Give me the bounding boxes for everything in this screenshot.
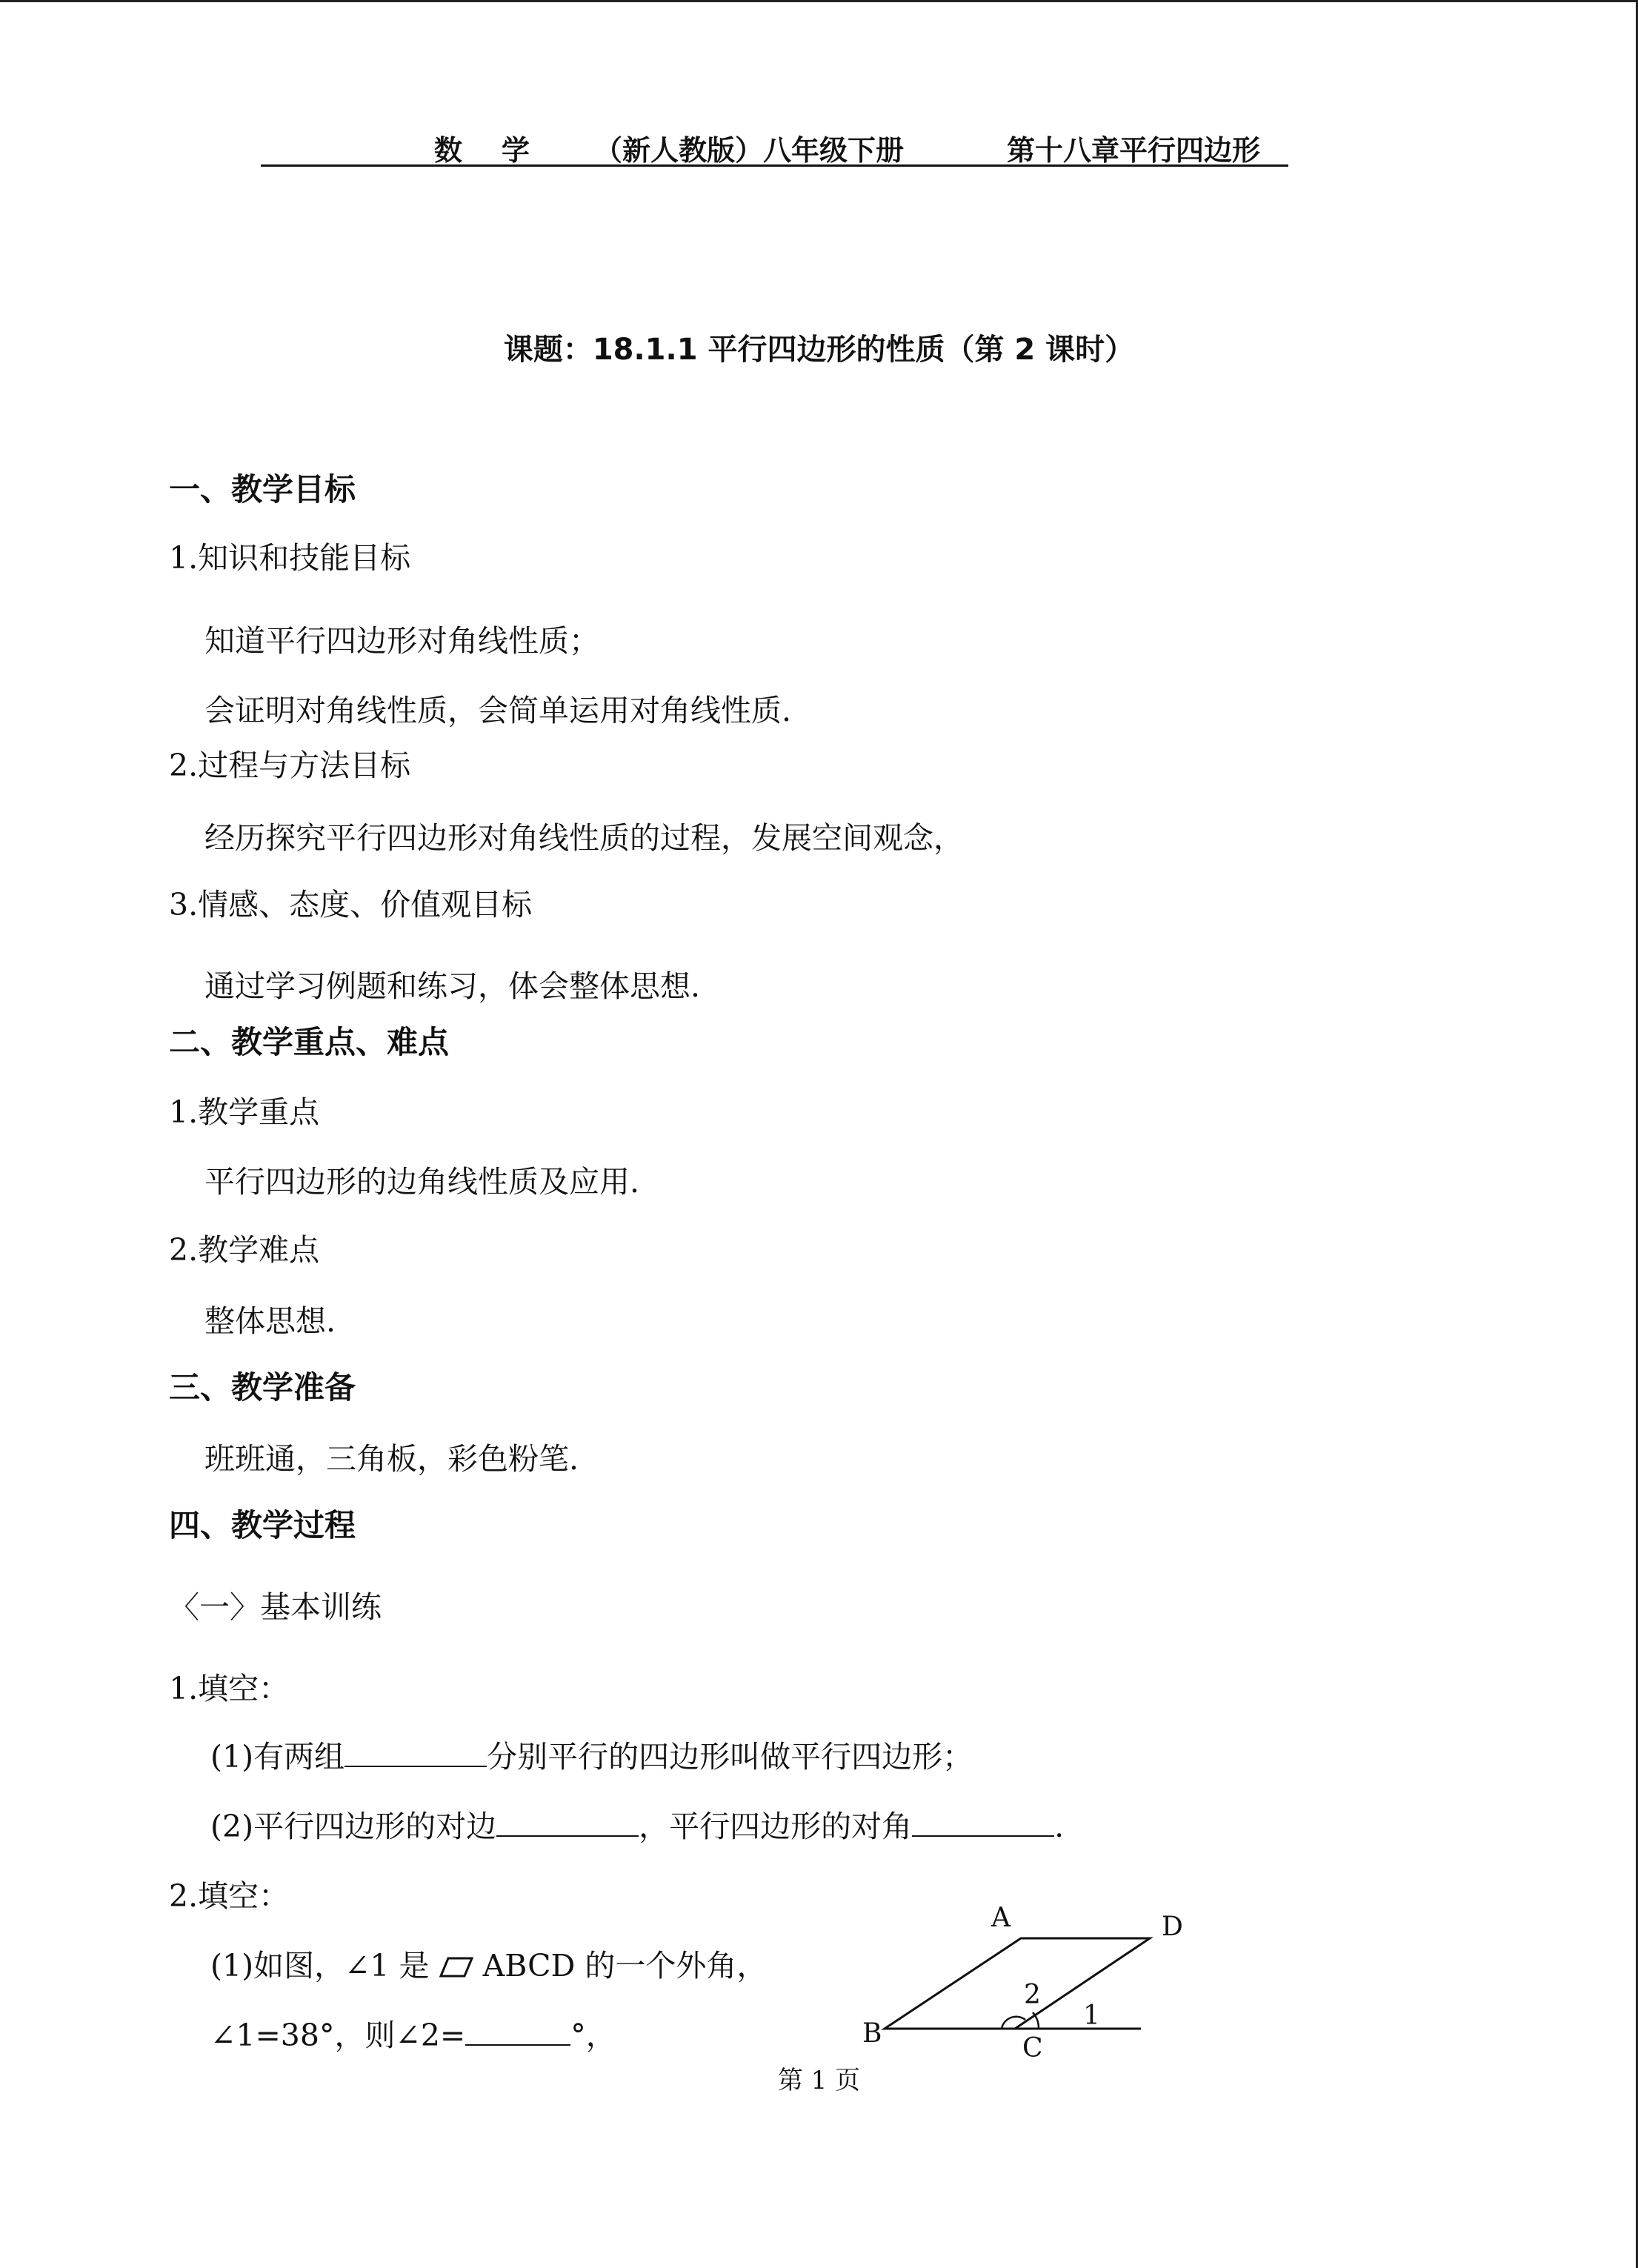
q2-1-text-a: (1)如图，∠1 是 [210, 1948, 430, 1983]
page-footer: 第 1 页 [777, 2066, 861, 2095]
section1-item2-line1: 经历探究平行四边形对角线性质的过程，发展空间观念， [204, 820, 964, 856]
section2-heading: 二、教学重点、难点 [169, 1024, 450, 1060]
q1-2-text-c: . [1054, 1809, 1065, 1844]
section1-item1: 1.知识和技能目标 [169, 540, 411, 576]
label-1: 1 [1083, 2001, 1100, 2031]
lesson-title: 课题：18.1.1 平行四边形的性质（第 2 课时） [503, 333, 1135, 367]
section3-heading: 三、教学准备 [169, 1369, 356, 1406]
q2-1-text-b: ABCD 的一个外角， [482, 1948, 768, 1983]
section2-item1: 1.教学重点 [169, 1094, 320, 1130]
section1-item1-line1: 知道平行四边形对角线性质； [204, 623, 599, 659]
q1-1-text-b: 分别平行的四边形叫做平行四边形； [487, 1739, 973, 1775]
q2-1-text-c: ∠1=38°，则∠2= [210, 2018, 466, 2053]
section1-item1-line2: 会证明对角线性质，会简单运用对角线性质. [204, 693, 792, 728]
question2-label: 2.填空： [169, 1878, 290, 1914]
section2-item1-line1: 平行四边形的边角线性质及应用. [204, 1164, 640, 1200]
label-c: C [1022, 2033, 1043, 2060]
running-header [261, 127, 1288, 167]
header-subject: 数 学 [434, 134, 530, 167]
parallelogram-abcd [885, 1938, 1150, 2029]
q1-2-text-a: (2)平行四边形的对边 [210, 1809, 497, 1844]
angle-1-arc [1033, 2012, 1039, 2029]
section2-item2: 2.教学难点 [169, 1232, 320, 1268]
section4-sub1: 〈一〉基本训练 [169, 1589, 382, 1625]
question1-part2 [210, 1802, 1064, 1846]
section1-item3: 3.情感、态度、价值观目标 [169, 887, 533, 922]
page-border-top [0, 0, 1638, 2]
header-chapter: 第十八章平行四边形 [1007, 134, 1261, 167]
section1-item3-line1: 通过学习例题和练习，体会整体思想. [204, 968, 701, 1004]
parallelogram-figure [845, 1897, 1230, 2060]
header-edition: （新人教版）八年级下册 [594, 134, 905, 167]
question1-label: 1.填空： [169, 1671, 290, 1706]
label-a: A [991, 1903, 1011, 1933]
angle-2-arc [1002, 2017, 1025, 2029]
q1-1-text-a: (1)有两组 [210, 1739, 345, 1775]
q1-2-text-b: ，平行四边形的对角 [639, 1809, 913, 1844]
q1-1-blank[interactable] [344, 1737, 487, 1767]
question2-part1-line2 [210, 2011, 616, 2055]
label-d: D [1162, 1912, 1183, 1942]
section4-heading: 四、教学过程 [169, 1507, 356, 1543]
q1-2-blank-1[interactable] [496, 1807, 639, 1837]
question2-part1 [210, 1941, 767, 1985]
q1-2-blank-2[interactable] [912, 1807, 1054, 1837]
section2-item2-line1: 整体思想. [204, 1303, 336, 1339]
section3-line1: 班班通，三角板，彩色粉笔. [204, 1441, 579, 1477]
q2-1-text-d: °， [570, 2018, 616, 2053]
label-b: B [862, 2018, 882, 2049]
question1-part1 [210, 1732, 973, 1776]
label-2: 2 [1024, 1980, 1041, 2010]
section1-item2: 2.过程与方法目标 [169, 748, 411, 783]
parallelogram-icon [439, 1955, 473, 1979]
section1-heading: 一、教学目标 [169, 471, 356, 508]
q2-1-blank[interactable] [465, 2016, 570, 2046]
